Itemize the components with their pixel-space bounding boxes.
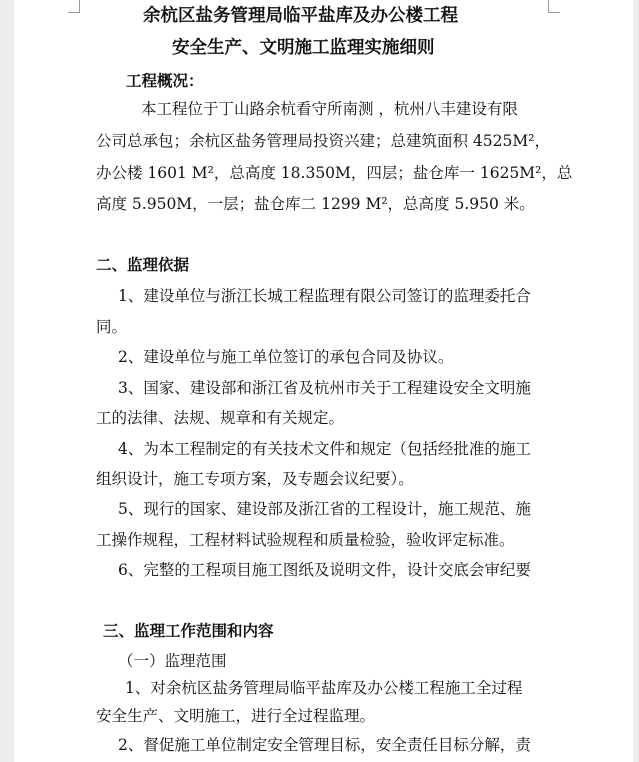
scope-heading: 三、监理工作范围和内容 bbox=[103, 621, 274, 640]
scope-subheading: （一）监理范围 bbox=[118, 652, 227, 670]
basis-line: 5、现行的国家、建设部及浙江省的工程设计，施工规范、施 bbox=[118, 500, 531, 518]
overview-line: 本工程位于丁山路余杭看守所南测 ，杭州八丰建设有限 bbox=[141, 100, 518, 118]
basis-line: 1、建设单位与浙江长城工程监理有限公司签订的监理委托合 bbox=[118, 287, 531, 305]
overview-line: 公司总承包；余杭区盐务管理局投资兴建；总建筑面积 4525M²， bbox=[96, 132, 550, 150]
overview-line: 办公楼 1601 M²，总高度 18.350M，四层；盐仓库一 1625M²，总 bbox=[96, 164, 573, 182]
scope-line: 1、对余杭区盐务管理局临平盐库及办公楼工程施工全过程 bbox=[125, 679, 523, 697]
scope-line: 2、督促施工单位制定安全管理目标，安全责任目标分解，责 bbox=[118, 736, 531, 754]
basis-line: 组织设计，施工专项方案，及专题会议纪要）。 bbox=[96, 470, 414, 488]
basis-line: 工的法律、法规、规章和有关规定。 bbox=[96, 409, 345, 427]
basis-line: 同。 bbox=[96, 318, 128, 336]
scope-line: 安全生产、文明施工，进行全过程监理。 bbox=[96, 707, 376, 725]
doc-title-line1: 余杭区盐务管理局临平盐库及办公楼工程 bbox=[143, 6, 458, 26]
basis-line: 3、国家、建设部和浙江省及杭州市关于工程建设安全文明施 bbox=[118, 379, 531, 397]
overview-heading: 工程概况： bbox=[126, 71, 204, 90]
overview-line: 高度 5.950M，一层；盐仓库二 1299 M²，总高度 5.950 米。 bbox=[96, 195, 535, 213]
basis-line: 4、为本工程制定的有关技术文件和规定（包括经批准的施工 bbox=[118, 440, 531, 458]
basis-line: 6、完整的工程项目施工图纸及说明文件，设计交底会审纪要 bbox=[118, 561, 531, 579]
basis-line: 2、建设单位与施工单位签订的承包合同及协议。 bbox=[118, 348, 454, 366]
doc-title-line2: 安全生产、文明施工监理实施细则 bbox=[172, 38, 435, 58]
basis-line: 工操作规程，工程材料试验规程和质量检验，验收评定标准。 bbox=[96, 531, 515, 549]
basis-heading: 二、监理依据 bbox=[96, 255, 190, 274]
